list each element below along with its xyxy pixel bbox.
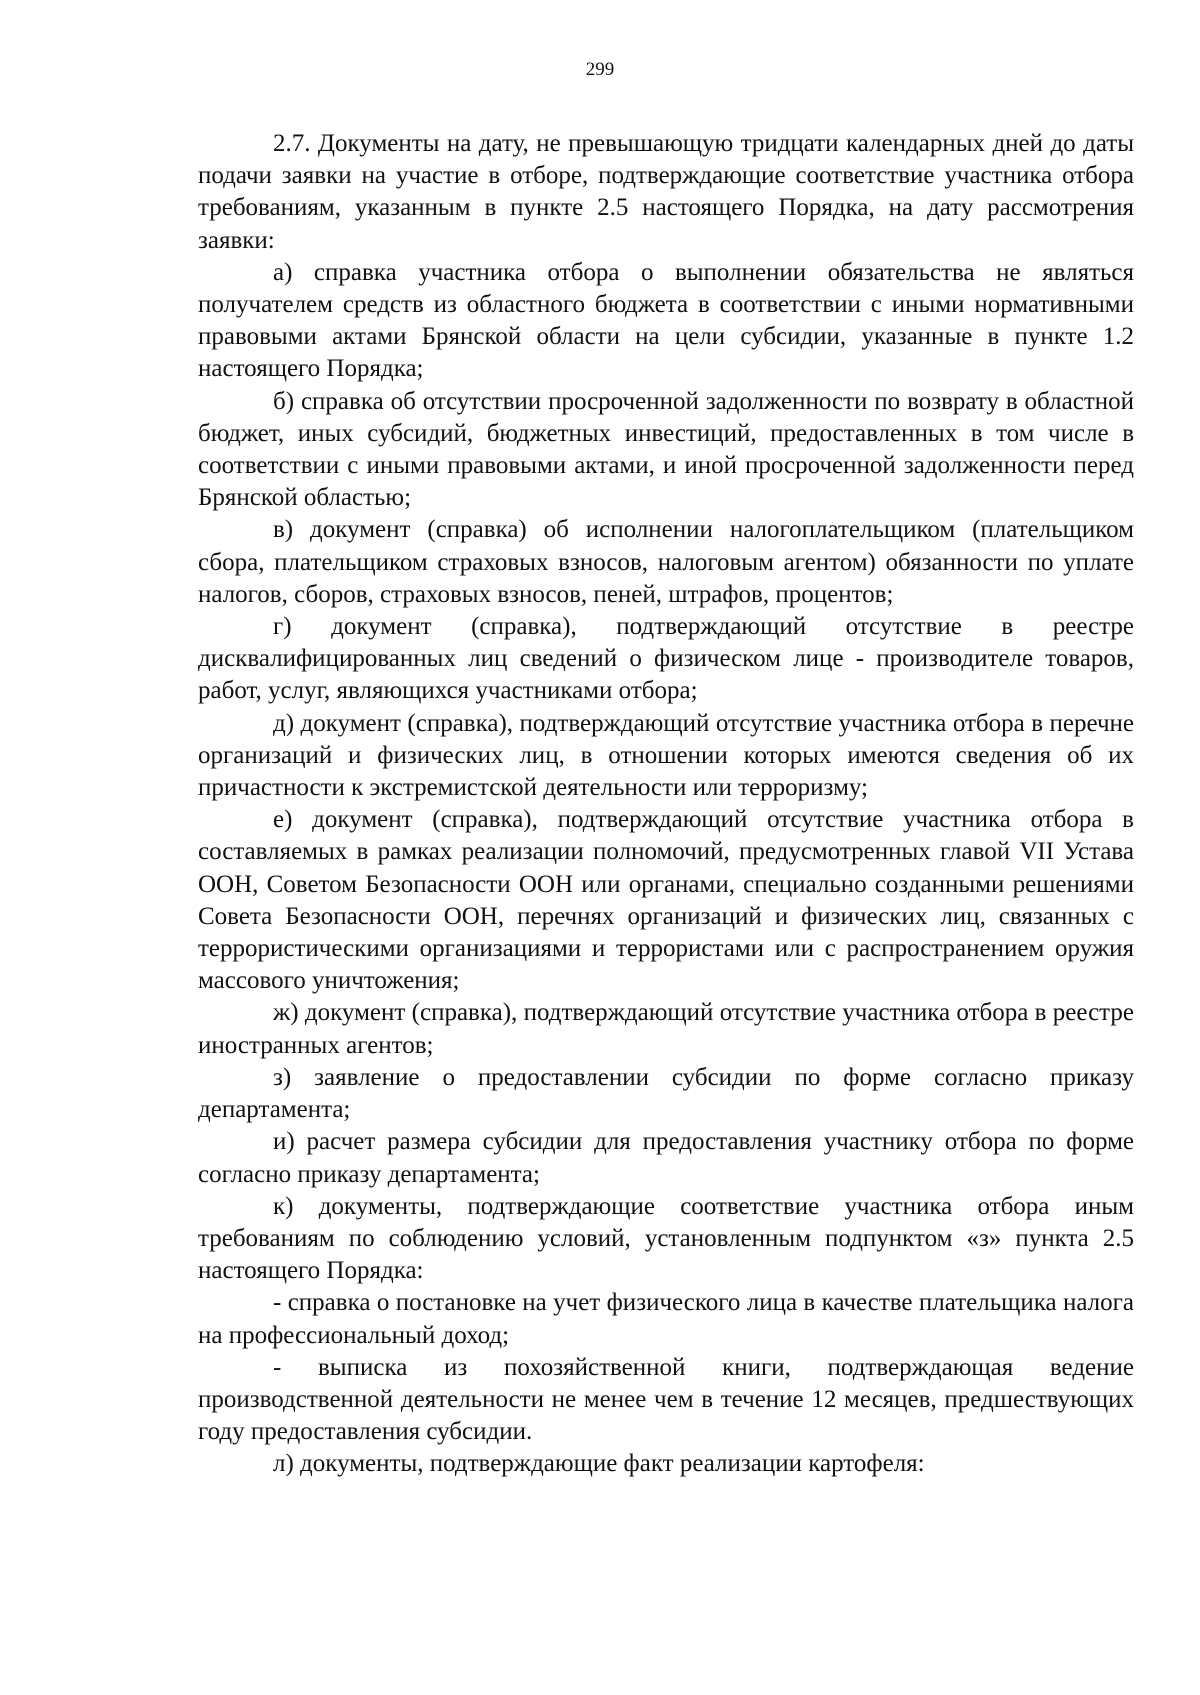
paragraph-k-item-2: - выписка из похозяйственной книги, подтверждающая ведение производственной деятельности не менее чем в течение 12 месяцев, предшествующих году предоставления субсидии.: [198, 1353, 1134, 1446]
paragraph-k: к) документы, подтверждающие соответствие участника отбора иным требованиям по соблюдению условий, установленным подпунктом «з» пункта 2.5 настоящего Порядка:: [198, 1192, 1134, 1285]
paragraph-l: л) документы, подтверждающие факт реализации картофеля:: [273, 1450, 925, 1478]
document-body: [198, 128, 1134, 1481]
paragraph-v: в) документ (справка) об исполнении налогоплательщиком (плательщиком сбора, плательщиком страховых взносов, налоговым агентом) обязанности по уплате налогов, сборов, страховых взносов, пеней, штрафов, процентов;: [198, 516, 1134, 608]
paragraph-zh: ж) документ (справка), подтверждающий отсутствие участника отбора в реестре иностранных агентов;: [198, 999, 1134, 1059]
paragraph-e: е) документ (справка), подтверждающий отсутствие участника отбора в составляемых в рамках реализации полномочий, предусмотренных главой VII Устава ООН, Советом Безопасности ООН или органами, специально созданными решениями Совета Безопасности ООН, перечнях организаций и физических лиц, связанных с террористическими организациями и террористами или с распространением оружия массового уничтожения;: [198, 806, 1134, 995]
paragraph-k-item-1: - справка о постановке на учет физического лица в качестве плательщика налога на профессиональный доход;: [198, 1289, 1134, 1349]
paragraph-2-7: 2.7. Документы на дату, не превышающую тридцати календарных дней до даты подачи заявки на участие в отборе, подтверждающие соответствие участника отбора требованиям, указанным в пункте 2.5 настоящего Порядка, на дату рассмотрения заявки:: [198, 130, 1134, 254]
paragraph-g: г) документ (справка), подтверждающий отсутствие в реестре дисквалифицированных лиц сведений о физическом лице - производителе товаров, работ, услуг, являющихся участниками отбора;: [198, 613, 1134, 705]
paragraph-a: а) справка участника отбора о выполнении обязательства не являться получателем средств из областного бюджета в соответствии с иными нормативными правовыми актами Брянской области на цели субсидии, указанные в пункте 1.2 настоящего Порядка;: [198, 258, 1134, 383]
paragraph-d: д) документ (справка), подтверждающий отсутствие участника отбора в перечне организаций и физических лиц, в отношении которых имеются сведения об их причастности к экстремистской деятельности или терроризму;: [198, 709, 1134, 802]
paragraph-z: з) заявление о предоставлении субсидии по форме согласно приказу департамента;: [198, 1063, 1134, 1124]
page-number: 299: [585, 59, 615, 80]
paragraph-i: и) расчет размера субсидии для предоставления участнику отбора по форме согласно приказу департамента;: [198, 1128, 1134, 1188]
paragraph-b: б) справка об отсутствии просроченной задолженности по возврату в областной бюджет, иных субсидий, бюджетных инвестиций, предоставленных в том числе в соответствии с иными правовыми актами, и иной просроченной задолженности перед Брянской областью;: [198, 387, 1134, 512]
